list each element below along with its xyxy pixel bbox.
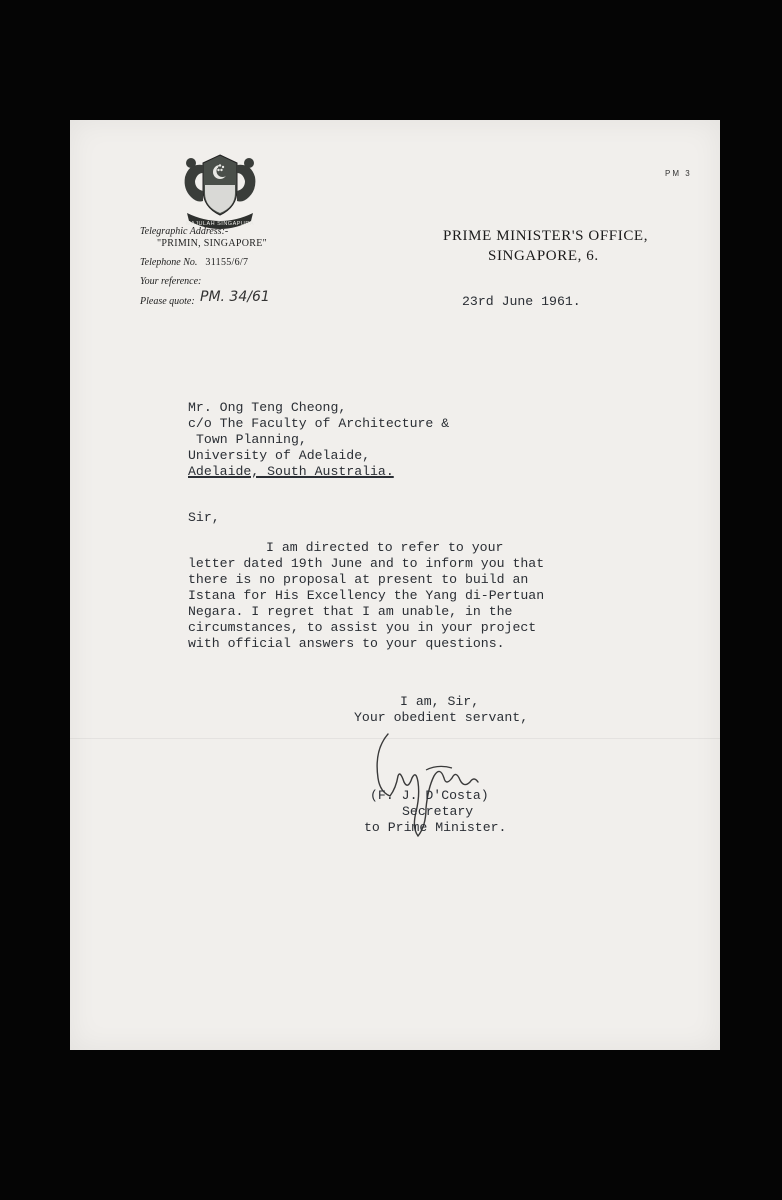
body-line: there is no proposal at present to build an (188, 572, 529, 587)
please-quote-label: Please quote: (140, 296, 195, 307)
telegraphic-address-label: Telegraphic Address:- (140, 226, 229, 237)
page-code: PM 3 (665, 169, 692, 178)
signatory-title: Secretary (402, 804, 474, 819)
letter-date: 23rd June 1961. (462, 294, 581, 309)
office-city: SINGAPORE, 6. (488, 248, 599, 264)
closing-line-2: Your obedient servant, (354, 710, 529, 725)
body-line: Istana for His Excellency the Yang di-Pertuan (188, 588, 545, 603)
letter-page (70, 120, 720, 1050)
recipient-line-5: Adelaide, South Australia. (188, 464, 394, 479)
body-line: circumstances, to assist you in your project (188, 620, 537, 635)
body-line: with official answers to your questions. (188, 636, 505, 651)
recipient-line-4: University of Adelaide, (188, 448, 371, 463)
body-line: Negara. I regret that I am unable, in the (188, 604, 513, 619)
salutation: Sir, (188, 510, 220, 525)
recipient-line-3: Town Planning, (196, 432, 307, 447)
office-name: PRIME MINISTER'S OFFICE, (443, 228, 649, 244)
please-quote-value: PM. 34/61 (200, 289, 270, 305)
recipient-line-2: c/o The Faculty of Architecture & (188, 416, 450, 431)
telephone-number: 31155/6/7 (205, 257, 249, 268)
recipient-line-1: Mr. Ong Teng Cheong, (188, 400, 347, 415)
signatory-title-2: to Prime Minister. (364, 820, 507, 835)
body-line: I am directed to refer to your (266, 540, 504, 555)
crest-motto: MAJULAH SINGAPURA (185, 221, 255, 227)
signatory-name: (F. J. D'Costa) (370, 788, 489, 803)
telephone-label: Telephone No. (140, 257, 198, 268)
body-line: letter dated 19th June and to inform you that (188, 556, 545, 571)
telegraphic-address-value: "PRIMIN, SINGAPORE" (157, 238, 267, 249)
closing-line-1: I am, Sir, (400, 694, 480, 709)
your-reference-label: Your reference: (140, 276, 202, 287)
telephone-line (140, 252, 248, 270)
